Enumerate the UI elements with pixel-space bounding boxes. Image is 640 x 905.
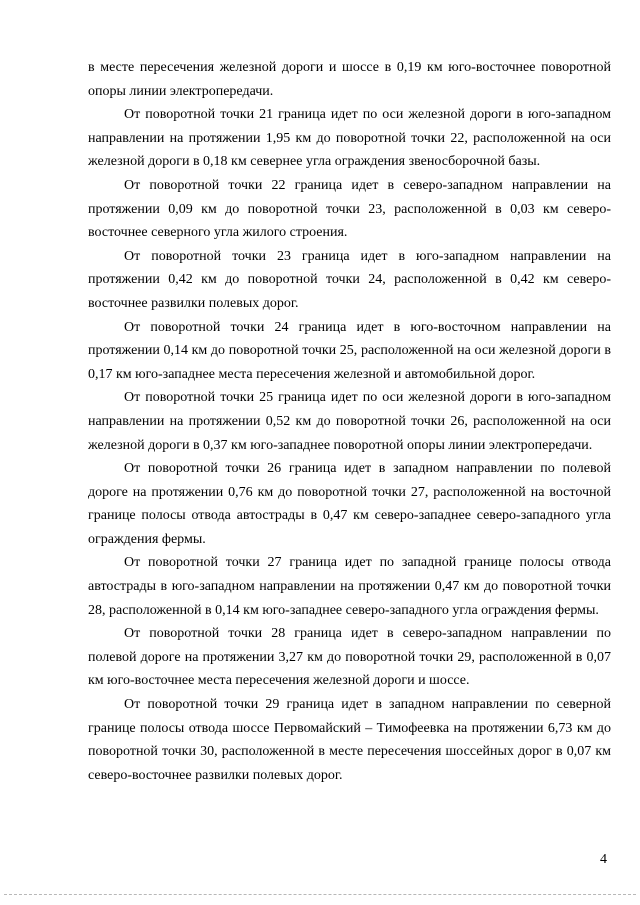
scan-edge-divider	[4, 894, 636, 895]
paragraph-point-26: От поворотной точки 26 граница идет в западном направлении по полевой дороге на протяжении 0,76 км до поворотной точки 27, расположенной на восточной границе полосы отвода автострады в 0,47 км северо-западнее северо-западного угла ограждения фермы.	[88, 461, 611, 547]
paragraph-point-23: От поворотной точки 23 граница идет в юго-западном направлении на протяжении 0,42 км до поворотной точки 24, расположенной в 0,42 км северо-восточнее развилки полевых дорог.	[88, 248, 611, 311]
paragraph-point-21: От поворотной точки 21 граница идет по оси железной дороги в юго-западном направлении на протяжении 1,95 км до поворотной точки 22, расположенной на оси железной дороги в 0,18 км севернее угла ограждения звеносборочной базы.	[88, 107, 611, 170]
paragraph-continuation: в месте пересечения железной дороги и шоссе в 0,19 км юго-восточнее поворотной опоры линии электропередачи.	[88, 60, 611, 99]
page-number: 4	[600, 852, 607, 867]
paragraph-point-24: От поворотной точки 24 граница идет в юго-восточном направлении на протяжении 0,14 км до поворотной точки 25, расположенной на оси железной дороги в 0,17 км юго-западнее места пересечения железной и автомобильной дорог.	[88, 319, 611, 382]
paragraph-point-27: От поворотной точки 27 граница идет по западной границе полосы отвода автострады в юго-западном направлении на протяжении 0,47 км до поворотной точки 28, расположенной в 0,14 км юго-западнее северо-западного угла ограждения фермы.	[88, 555, 611, 618]
paragraph-point-25: От поворотной точки 25 граница идет по оси железной дороги в юго-западном направлении на протяжении 0,52 км до поворотной точки 26, расположенной на оси железной дороги в 0,37 км юго-западнее поворотной опоры линии электропередачи.	[88, 390, 611, 453]
paragraph-point-28: От поворотной точки 28 граница идет в северо-западном направлении по полевой дороге на протяжении 3,27 км до поворотной точки 29, расположенной в 0,07 км юго-восточнее места пересечения железной дороги и шоссе.	[88, 626, 611, 689]
paragraph-point-22: От поворотной точки 22 граница идет в северо-западном направлении на протяжении 0,09 км до поворотной точки 23, расположенной в 0,03 км северо-восточнее северного угла жилого строения.	[88, 177, 611, 241]
paragraph-point-29: От поворотной точки 29 граница идет в западном направлении по северной границе полосы отвода шоссе Первомайский – Тимофеевка на протяжении 6,73 км до поворотной точки 30, расположенной в месте пересечения шоссейных дорог в 0,07 км северо-восточнее развилки полевых дорог.	[88, 697, 611, 783]
document-body	[88, 56, 611, 787]
